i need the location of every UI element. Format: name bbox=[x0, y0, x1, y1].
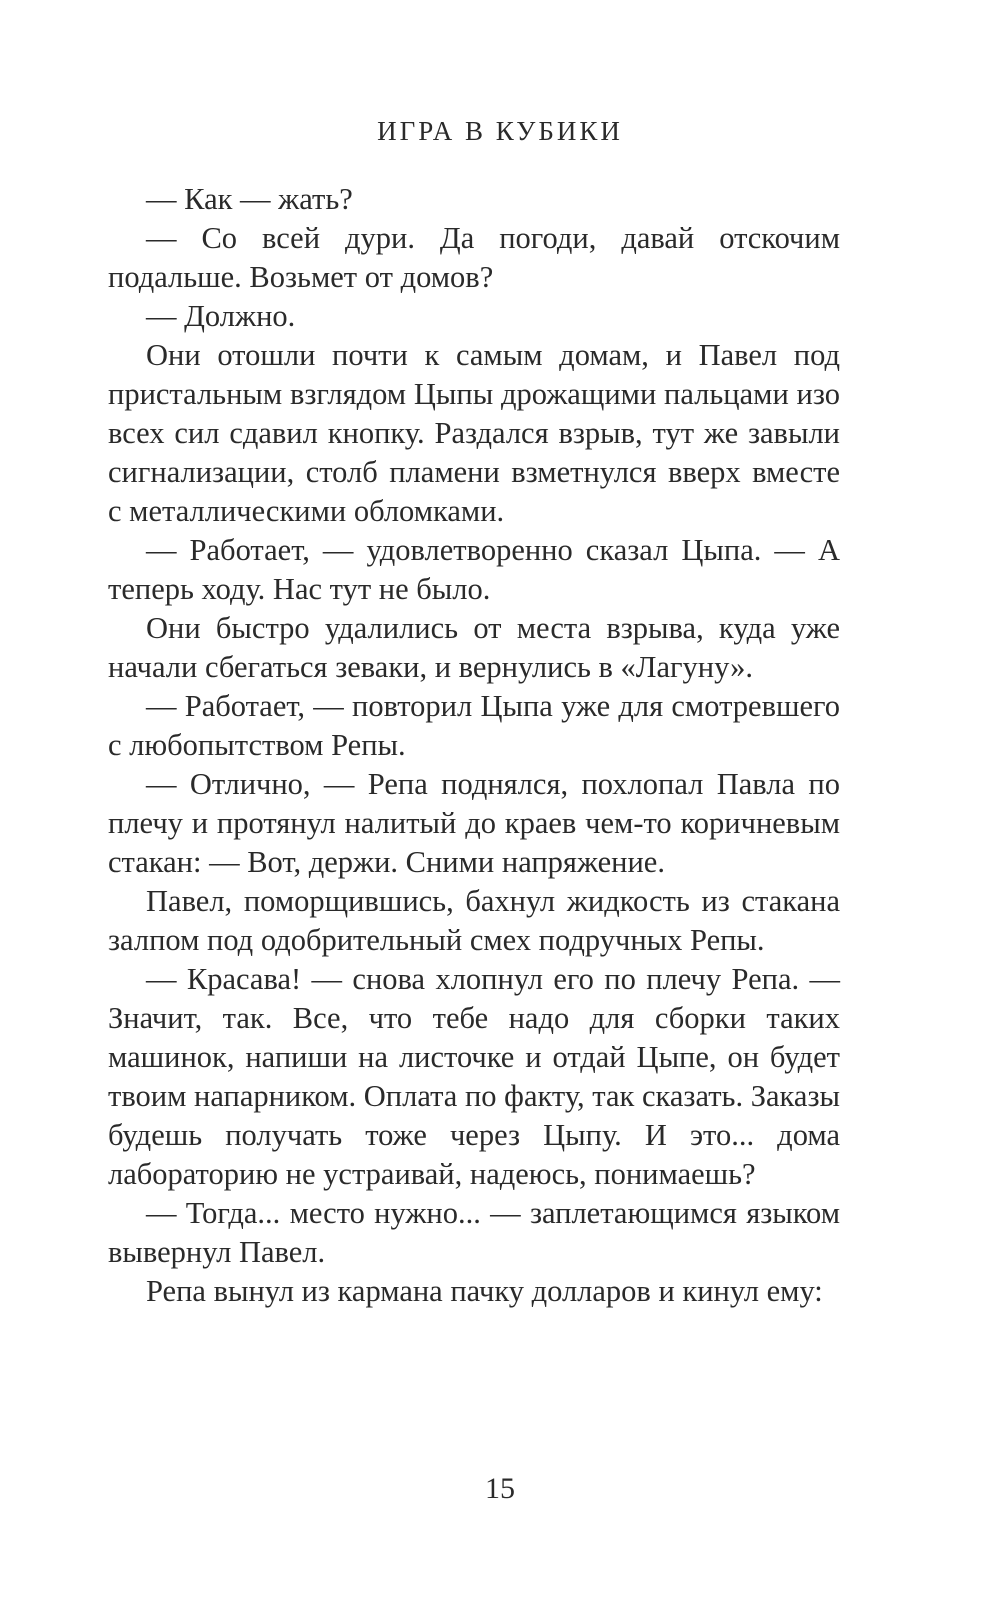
paragraph: — Работает, — повторил Цыпа уже для смотревшего с любопытством Репы. bbox=[108, 689, 840, 762]
body-text bbox=[108, 180, 840, 1311]
paragraph: — Красава! — снова хлопнул его по плечу Репа. — Значит, так. Все, что тебе надо для сборки таких машинок, напиши на листочке и отдай Цыпе, он будет твоим напарником. Оплата по факту, так сказать. Заказы будешь получать тоже через Цыпу. И это... дома лабораторию не устраивай, надеюсь, понимаешь? bbox=[108, 962, 840, 1191]
paragraph: Они быстро удалились от места взрыва, куда уже начали сбегаться зеваки, и вернулись в «Лагуну». bbox=[108, 611, 840, 684]
paragraph: Павел, поморщившись, бахнул жидкость из стакана залпом под одобрительный смех подручных Репы. bbox=[108, 884, 840, 957]
paragraph: Репа вынул из кармана пачку долларов и кинул ему: bbox=[146, 1274, 823, 1308]
paragraph: — Отлично, — Репа поднялся, похлопал Павла по плечу и протянул налитый до краев чем-то коричневым стакан: — Вот, держи. Сними напряжение. bbox=[108, 767, 840, 879]
paragraph: — Как — жать? bbox=[146, 182, 353, 216]
paragraph: — Должно. bbox=[146, 299, 296, 333]
page-number: 15 bbox=[485, 1472, 515, 1505]
running-title: ИГРА В КУБИКИ bbox=[377, 116, 623, 146]
paragraph: — Со всей дури. Да погоди, давай отскочим подальше. Возьмет от домов? bbox=[108, 221, 840, 294]
paragraph: — Работает, — удовлетворенно сказал Цыпа. — А теперь ходу. Нас тут не было. bbox=[108, 533, 840, 606]
paragraph: Они отошли почти к самым домам, и Павел под пристальным взглядом Цыпы дрожащими пальцами изо всех сил сдавил кнопку. Раздался взрыв, тут же завыли сигнализации, столб пламени взметнулся вверх вместе с металлическими обломками. bbox=[108, 338, 840, 528]
paragraph: — Тогда... место нужно... — заплетающимся языком вывернул Павел. bbox=[108, 1196, 840, 1269]
